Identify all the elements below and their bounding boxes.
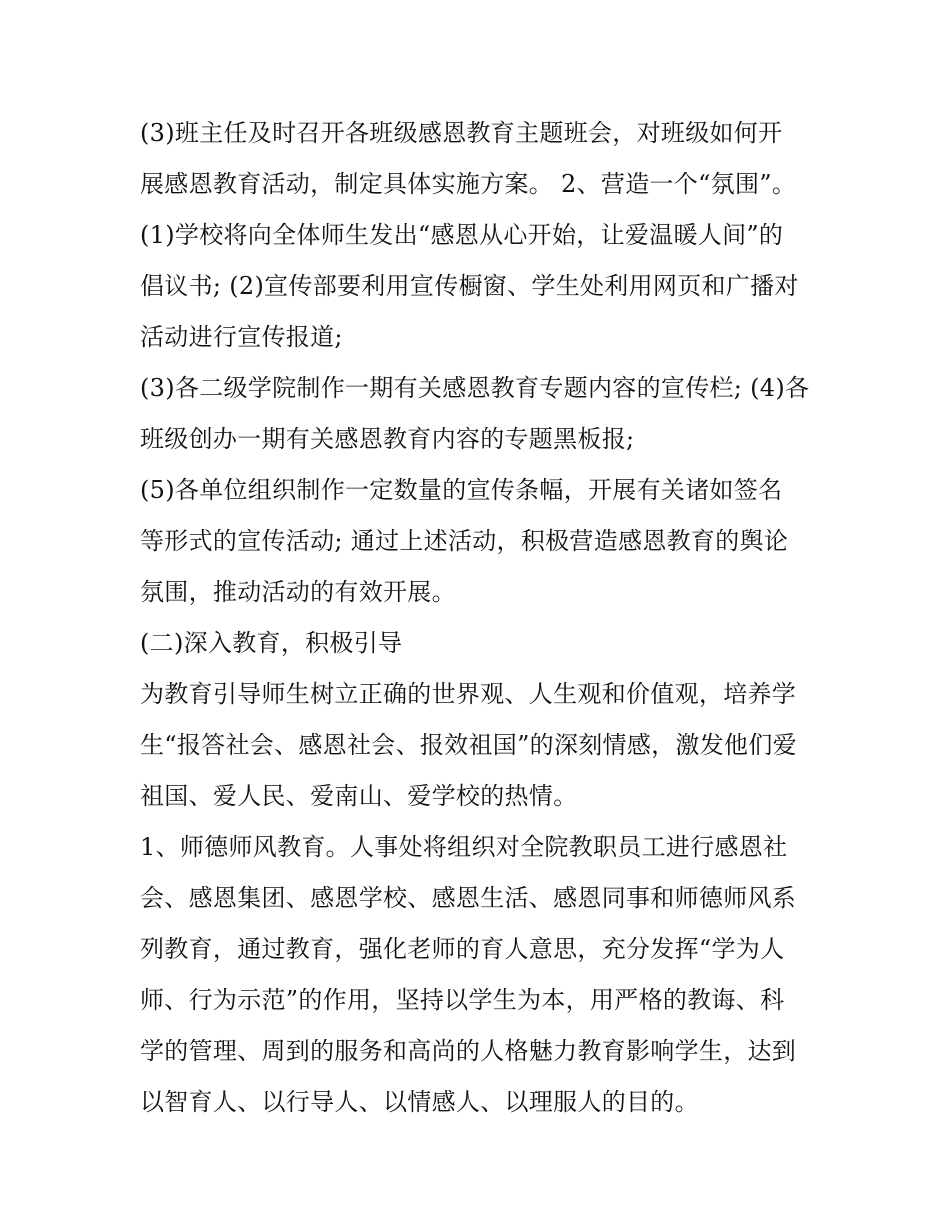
text-line: 氛围，推动活动的有效开展。 bbox=[140, 578, 456, 606]
text-line: 等形式的宣传活动; 通过上述活动，积极营造感恩教育的舆论 bbox=[140, 527, 789, 555]
text-line: 师、行为示范”的作用，坚持以学生为本，用严格的教诲、科 bbox=[140, 986, 785, 1014]
text-line: 生“报答社会、感恩社会、报效祖国”的深刻情感，激发他们爱 bbox=[140, 731, 797, 759]
text-line: 为教育引导师生树立正确的世界观、人生观和价值观，培养学 bbox=[140, 680, 797, 708]
section-heading: (二)深入教育，积极引导 bbox=[140, 629, 403, 657]
text-line: (3)各二级学院制作一期有关感恩教育专题内容的宣传栏; (4)各 bbox=[140, 374, 810, 402]
text-line: 1、师德师风教育。人事处将组织对全院教职员工进行感恩社 bbox=[140, 833, 788, 861]
text-line: 以智育人、以行导人、以情感人、以理服人的目的。 bbox=[140, 1088, 699, 1116]
document-body bbox=[140, 108, 820, 1128]
text-line: 会、感恩集团、感恩学校、感恩生活、感恩同事和师德师风系 bbox=[140, 884, 797, 912]
text-line: (3)班主任及时召开各班级感恩教育主题班会，对班级如何开 bbox=[140, 119, 783, 147]
text-line: 学的管理、周到的服务和高尚的人格魅力教育影响学生，达到 bbox=[140, 1037, 797, 1065]
text-line: 活动进行宣传报道; bbox=[140, 323, 343, 351]
text-line: 祖国、爱人民、爱南山、爱学校的热情。 bbox=[140, 782, 578, 810]
text-line: 列教育，通过教育，强化老师的育人意思，充分发挥“学为人 bbox=[140, 935, 785, 963]
text-line: 倡议书; (2)宣传部要利用宣传橱窗、学生处利用网页和广播对 bbox=[140, 272, 799, 300]
text-line: 班级创办一期有关感恩教育内容的专题黑板报; bbox=[140, 425, 635, 453]
text-line: (5)各单位组织制作一定数量的宣传条幅，开展有关诸如签名 bbox=[140, 476, 783, 504]
text-line: 展感恩教育活动，制定具体实施方案。 2、营造一个“氛围”。 bbox=[140, 170, 797, 198]
text-line: (1)学校将向全体师生发出“感恩从心开始，让爱温暖人间”的 bbox=[140, 221, 784, 249]
